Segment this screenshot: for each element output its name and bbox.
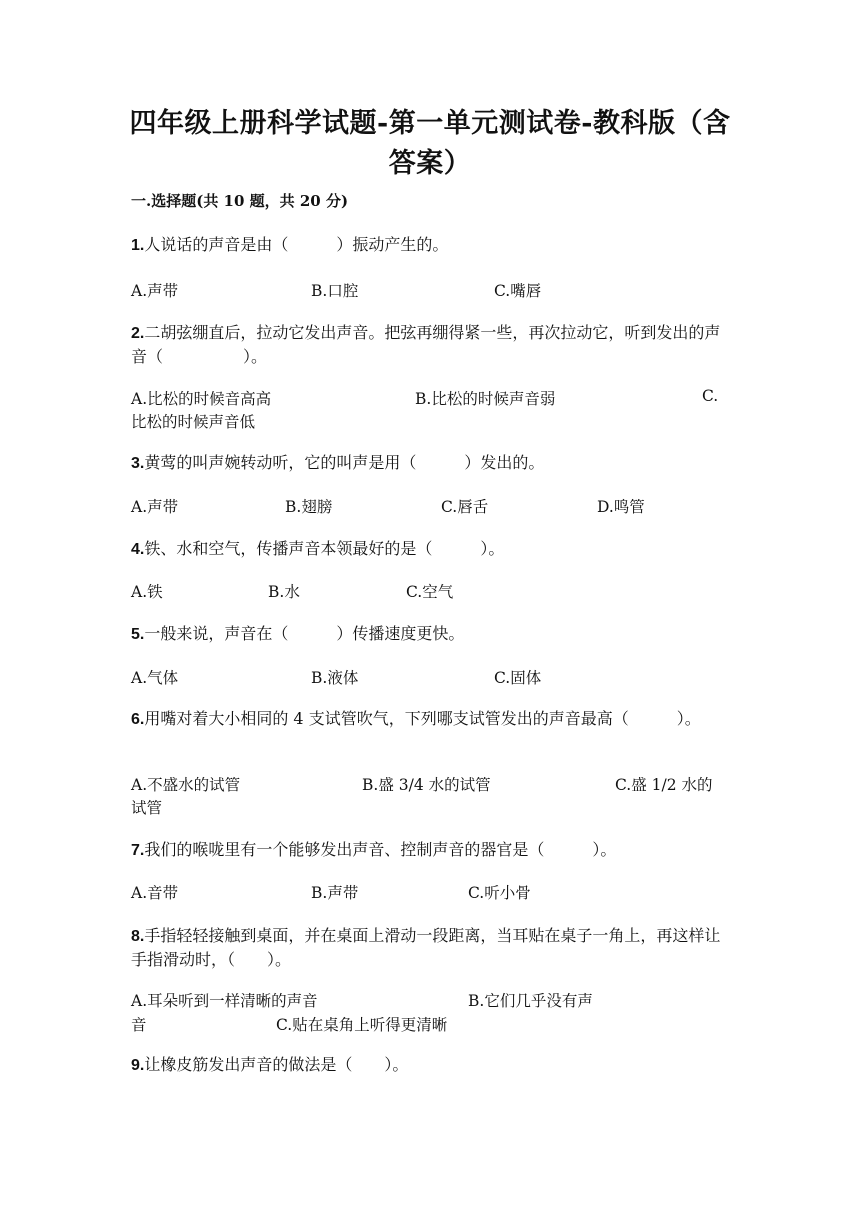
option-b: B.口腔 [311,282,359,300]
question-text: 人说话的声音是由（ ）振动产生的。 [144,235,449,254]
question-2: 2.二胡弦绷直后，拉动它发出声音。把弦再绷得紧一些，再次拉动它，听到发出的声音（ ）。 [131,323,721,366]
option-c: C.盛 1/2 水的 [615,776,713,794]
option-a: A.铁 [131,583,163,601]
option-c: C.固体 [494,669,542,687]
option-a: A.音带 [131,884,179,902]
question-7: 7.我们的喉咙里有一个能够发出声音、控制声音的器官是（ ）。 [131,840,617,859]
option-c: C. [702,387,719,405]
page-title [100,104,760,184]
option-a: A.耳朵听到一样清晰的声音 [131,992,318,1010]
option-b: B.声带 [311,884,359,902]
option-a: A.气体 [131,669,179,687]
question-1: 1.人说话的声音是由（ ）振动产生的。 [131,235,449,254]
question-4: 4.铁、水和空气，传播声音本领最好的是（ ）。 [131,539,505,558]
option-c: C.嘴唇 [494,282,542,300]
question-9: 9.让橡皮筋发出声音的做法是（ ）。 [131,1055,409,1074]
option-b: B.盛 3/4 水的试管 [362,776,491,794]
option-b: B.它们几乎没有声 [468,992,593,1010]
option-c: C.听小骨 [468,884,531,902]
option-c-continued: 试管 [131,799,163,817]
question-text: 手指轻轻接触到桌面，并在桌面上滑动一段距离，当耳贴在桌子一角上，再这样让手指滑动时，（ ）。 [131,926,721,969]
question-text: 用嘴对着大小相同的 4 支试管吹气，下列哪支试管发出的声音最高（ ）。 [144,709,701,728]
option-a: A.不盛水的试管 [131,776,241,794]
question-text: 让橡皮筋发出声音的做法是（ ）。 [144,1055,409,1074]
option-c: C.贴在桌角上听得更清晰 [276,1016,448,1034]
option-b: B.翅膀 [285,498,333,516]
option-b: B.液体 [311,669,359,687]
option-c: C.空气 [406,583,454,601]
title-line-2: 答案） [388,148,472,179]
question-text: 黄莺的叫声婉转动听，它的叫声是用（ ）发出的。 [144,453,545,472]
option-b: B.水 [268,583,300,601]
question-5: 5.一般来说，声音在（ ）传播速度更快。 [131,624,465,643]
option-a: A.声带 [131,282,179,300]
option-a: A.声带 [131,498,179,516]
question-text: 一般来说，声音在（ ）传播速度更快。 [144,624,465,643]
question-text: 铁、水和空气，传播声音本领最好的是（ ）。 [144,539,505,558]
title-line-1: 四年级上册科学试题-第一单元测试卷-教科版（含 [129,108,731,139]
question-8: 8.手指轻轻接触到桌面，并在桌面上滑动一段距离，当耳贴在桌子一角上，再这样让手指滑动时，（ ）。 [131,926,721,969]
option-c: C.唇舌 [441,498,489,516]
option-c-continued: 比松的时候声音低 [131,413,256,431]
question-text: 我们的喉咙里有一个能够发出声音、控制声音的器官是（ ）。 [144,840,617,859]
question-3: 3.黄莺的叫声婉转动听，它的叫声是用（ ）发出的。 [131,453,545,472]
option-d: D.鸣管 [597,498,645,516]
question-6: 6.用嘴对着大小相同的 4 支试管吹气，下列哪支试管发出的声音最高（ ）。 [131,709,701,728]
option-a: A.比松的时候音高高 [131,390,272,408]
option-b-continued: 音 [131,1016,147,1034]
option-b: B.比松的时候声音弱 [415,390,556,408]
question-text: 二胡弦绷直后，拉动它发出声音。把弦再绷得紧一些，再次拉动它，听到发出的声音（ ）。 [131,323,721,366]
section-heading: 一.选择题(共 10 题，共 20 分) [131,192,349,210]
